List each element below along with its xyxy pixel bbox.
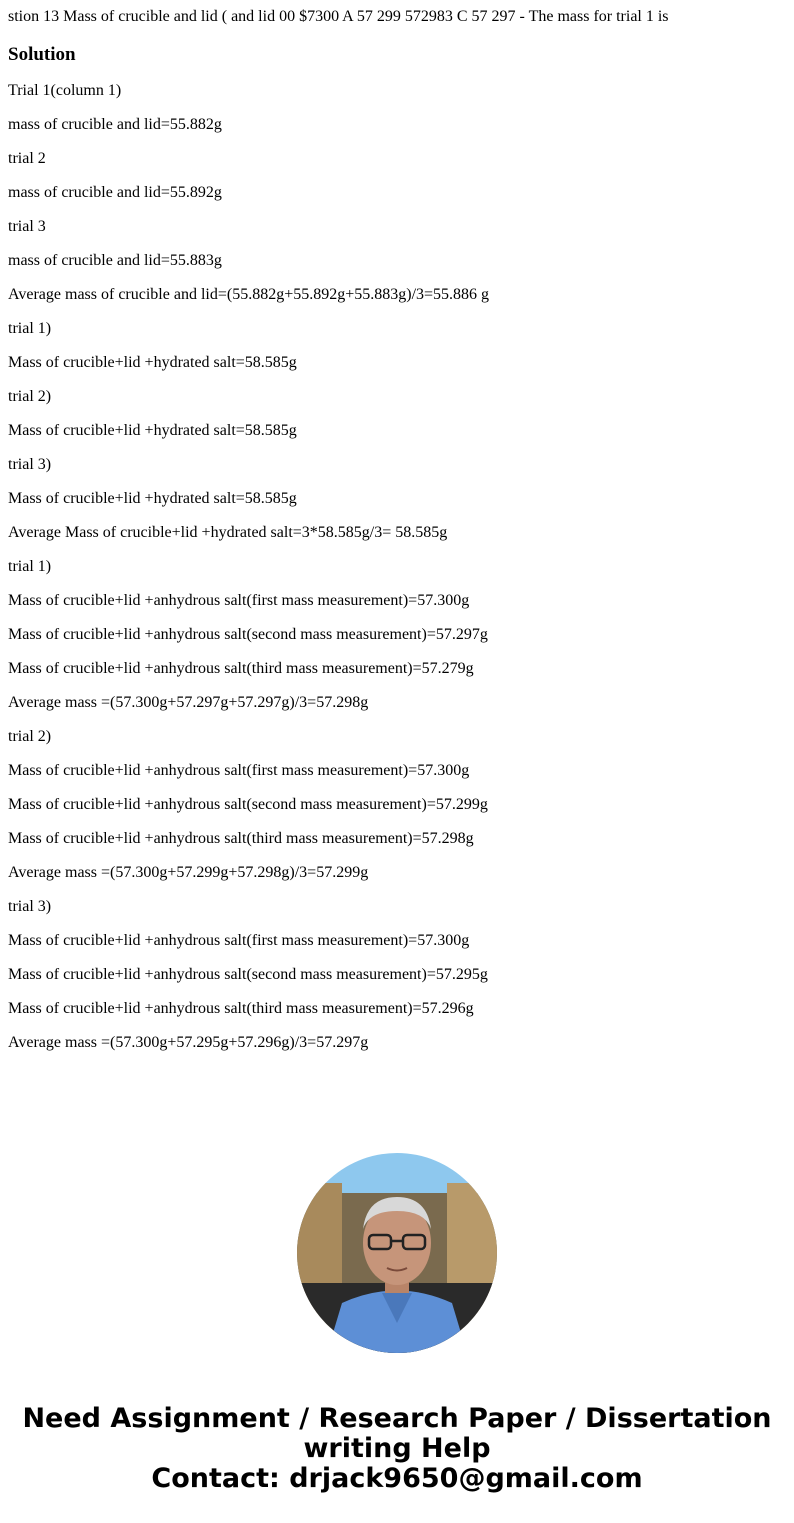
solution-line: trial 3: [8, 218, 46, 235]
solution-line: Average mass of crucible and lid=(55.882g+55.892g+55.883g)/3=55.886 g: [8, 286, 490, 303]
solution-line: Mass of crucible+lid +anhydrous salt(first mass measurement)=57.300g: [8, 592, 470, 609]
promo-line-1: Need Assignment / Research Paper / Dissertation: [22, 1403, 772, 1434]
solution-line: trial 1): [8, 558, 52, 575]
solution-line: Average mass =(57.300g+57.297g+57.297g)/3=57.298g: [8, 694, 369, 711]
solution-line: mass of crucible and lid=55.892g: [8, 184, 222, 201]
solution-line: Mass of crucible+lid +hydrated salt=58.585g: [8, 422, 297, 439]
person-photo-icon: [297, 1153, 497, 1353]
solution-line: Mass of crucible+lid +anhydrous salt(third mass measurement)=57.279g: [8, 660, 474, 677]
promo-contact: Contact: drjack9650@gmail.com: [151, 1463, 643, 1494]
solution-line: mass of crucible and lid=55.882g: [8, 116, 222, 133]
solution-line: Mass of crucible+lid +anhydrous salt(third mass measurement)=57.296g: [8, 1000, 474, 1017]
solution-line: Mass of crucible+lid +anhydrous salt(second mass measurement)=57.295g: [8, 966, 488, 983]
solution-line: Trial 1(column 1): [8, 82, 122, 99]
solution-line: Mass of crucible+lid +anhydrous salt(second mass measurement)=57.297g: [8, 626, 488, 643]
solution-line: Mass of crucible+lid +hydrated salt=58.585g: [8, 490, 297, 507]
solution-line: Mass of crucible+lid +anhydrous salt(first mass measurement)=57.300g: [8, 762, 470, 779]
solution-line: Average mass =(57.300g+57.295g+57.296g)/3=57.297g: [8, 1034, 369, 1051]
solution-line: Mass of crucible+lid +anhydrous salt(first mass measurement)=57.300g: [8, 932, 470, 949]
solution-line: Average mass =(57.300g+57.299g+57.298g)/3=57.299g: [8, 864, 369, 881]
author-avatar: [297, 1153, 497, 1353]
solution-line: Average Mass of crucible+lid +hydrated salt=3*58.585g/3= 58.585g: [8, 524, 448, 541]
promo-banner: [0, 1404, 794, 1494]
question-text: stion 13 Mass of crucible and lid ( and lid 00 $7300 A 57 299 572983 C 57 297 - The mass for trial 1 is: [8, 8, 669, 25]
solution-line: trial 2): [8, 388, 52, 405]
solution-line: Mass of crucible+lid +anhydrous salt(third mass measurement)=57.298g: [8, 830, 474, 847]
solution-line: Mass of crucible+lid +hydrated salt=58.585g: [8, 354, 297, 371]
promo-line-2: writing Help: [303, 1433, 491, 1464]
solution-line: trial 3): [8, 898, 52, 915]
solution-body: [8, 82, 786, 1052]
solution-line: trial 2): [8, 728, 52, 745]
solution-line: trial 1): [8, 320, 52, 337]
solution-line: mass of crucible and lid=55.883g: [8, 252, 222, 269]
solution-line: Mass of crucible+lid +anhydrous salt(second mass measurement)=57.299g: [8, 796, 488, 813]
solution-heading: Solution: [8, 44, 76, 65]
solution-line: trial 3): [8, 456, 52, 473]
solution-line: trial 2: [8, 150, 46, 167]
